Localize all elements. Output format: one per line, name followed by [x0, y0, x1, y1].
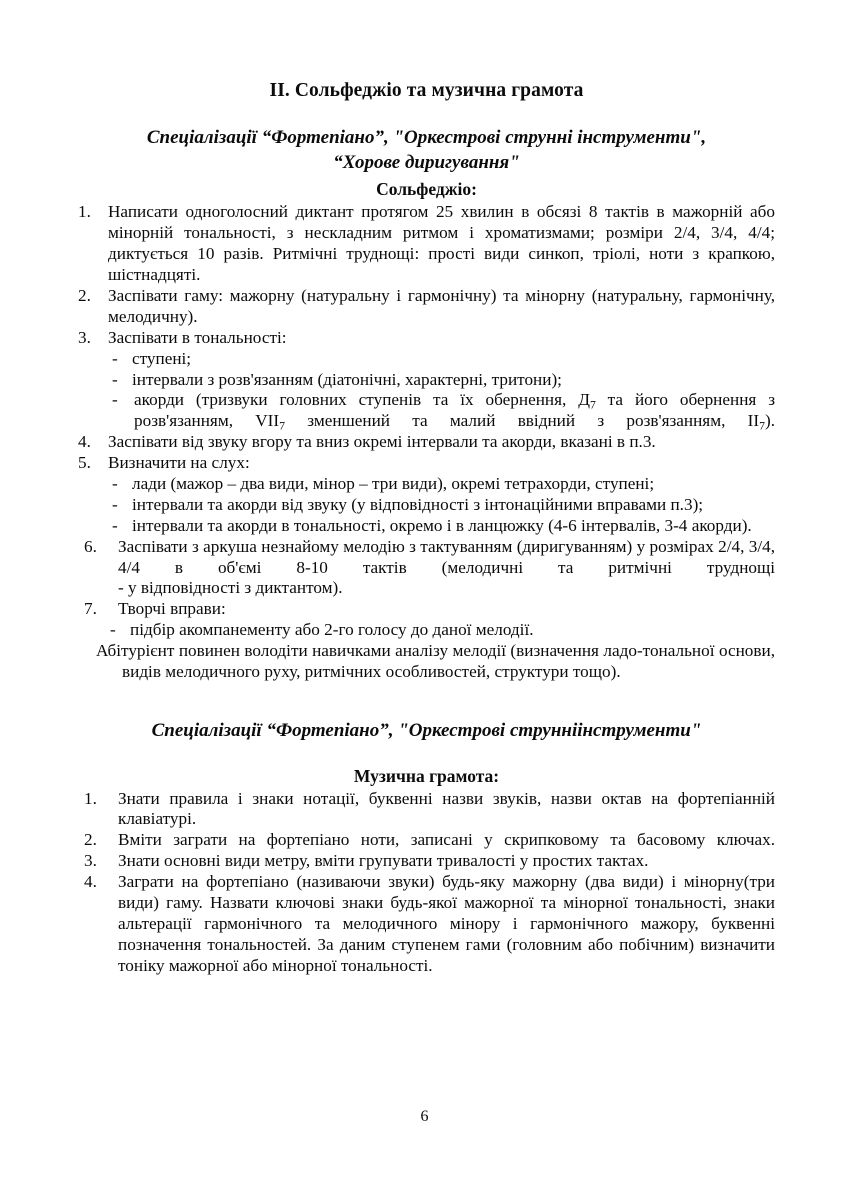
sub-list-item-text: лади (мажор – два види, мінор – три види), окремі тетрахорди, ступені;	[132, 473, 655, 493]
list-item-text: Творчі вправи:	[118, 599, 226, 619]
list-item-number: 3.	[78, 327, 91, 347]
list-item-number: 1.	[78, 202, 91, 222]
list-item-number: 7.	[84, 599, 97, 619]
list-item-text: Заспівати гаму: мажорну (натуральну і гармонічну) та мінорну (натуральну, гармонічну, мелодичну).	[108, 285, 775, 326]
sub-list-item	[78, 474, 775, 495]
list-item-text: Визначити на слух:	[108, 453, 250, 473]
list-item	[78, 789, 775, 831]
sub-list-item-dash: -	[112, 390, 118, 410]
section-2-specialization-heading: Спеціалізації “Фортепіано”, "Оркестрові струнніінструменти"	[151, 719, 702, 741]
sub-list-item	[78, 370, 775, 391]
sub-list-item-dash: -	[112, 348, 118, 368]
sub-list-item-dash: -	[112, 369, 118, 389]
chord-text-part-3: зменшений та малий ввідний з розв'язанням, II	[284, 411, 760, 431]
list-item	[78, 830, 775, 851]
page-title: II. Сольфеджіо та музична грамота	[269, 80, 584, 101]
list-item	[78, 328, 775, 349]
section-1-specialization-heading	[78, 126, 775, 175]
list-item	[78, 851, 775, 872]
chord-text-part-2: та його обернення з розв'язанням, VII	[134, 390, 776, 431]
list-item-number: 4.	[78, 432, 91, 452]
section-1-specialization-heading-line-2: “Хорове диригування"	[333, 151, 520, 173]
list-item-number: 3.	[84, 851, 97, 871]
list-item-number: 1.	[84, 788, 97, 808]
sub-list-item-dash: -	[112, 515, 118, 535]
list-item-number: 6.	[84, 536, 97, 556]
list-item-number: 4.	[84, 872, 97, 892]
list-item-text: Вміти заграти на фортепіано ноти, записані у скрипковому та басовому ключах.	[118, 830, 775, 850]
sub-list-item-text: ступені;	[132, 348, 192, 368]
sub-list-item	[78, 495, 775, 516]
sub-list-item	[78, 620, 775, 641]
section-2-subheading: Музична грамота:	[353, 765, 500, 786]
list-item-text: Заспівати в тональності:	[108, 327, 287, 347]
sub-list-item	[78, 516, 775, 537]
sub-list-item-text: інтервали з розв'язанням (діатонічні, характерні, тритони);	[132, 369, 562, 389]
list-item	[78, 202, 775, 286]
sub-list-item-text: інтервали та акорди від звуку (у відповідності з інтонаційними вправами п.3);	[132, 494, 704, 514]
sub-list-item-dash: -	[112, 473, 118, 493]
sub-list-item-chords	[78, 390, 775, 432]
list-item-text: Написати одноголосний диктант протягом 25 хвилин в обсязі 8 тактів в мажорній або мінорній тональності, з нескладним ритмом і хроматизмами; розміри 2/4, 3/4, 4/4; диктується 10 разів. Ритмічні труднощі: прості види синкоп, тріолі, ноти з крапкою, шістнадцяті.	[108, 202, 775, 285]
list-item	[78, 872, 775, 976]
chord-subscript-3: 7	[759, 419, 765, 433]
list-item	[78, 453, 775, 474]
music-theory-requirements-list	[78, 789, 775, 977]
list-item	[78, 432, 775, 453]
list-item-number: 2.	[84, 830, 97, 850]
list-item	[78, 286, 775, 328]
list-item-text: Знати основні види метру, вміти групувати тривалості у простих тактах.	[118, 851, 649, 871]
list-item-text: Заграти на фортепіано (називаючи звуки) будь-яку мажорну (два види) і мінорну(три види) гаму. Назвати ключові знаки будь-якої мажорної та мінорної тональності, знаки альтерації гармонічного та мелодичного мінору і гармонічного мажору, буквенні позначення тональностей. За даним ступенем гами (головним або побічним) визначити тоніку мажорної або мінорної тональності.	[118, 872, 775, 975]
list-item-text: Заспівати з аркуша незнайому мелодію з тактуванням (диригуванням) у розмірах 2/4, 3/4, 4/4 в об'ємі 8-10 тактів (мелодичні та ритмічні труднощі	[118, 536, 775, 577]
sub-list-item-dash: -	[112, 494, 118, 514]
solfeggio-requirements-list	[78, 202, 775, 641]
section-1-specialization-heading-line-1: Спеціалізації “Фортепіано”, "Оркестрові струнні інструменти",	[146, 127, 707, 148]
section-1-subheading: Сольфеджіо:	[376, 179, 477, 200]
sub-list-item-text: інтервали та акорди в тональності, окремо і в ланцюжку (4-6 інтервалів, 3-4 акорди).	[132, 515, 752, 535]
list-item-text: Заспівати від звуку вгору та вниз окремі інтервали та акорди, вказані в п.3.	[108, 432, 656, 452]
list-item	[78, 537, 775, 579]
chord-text-part-4: ).	[764, 411, 775, 431]
list-item-number: 2.	[78, 285, 91, 305]
list-item	[78, 599, 775, 620]
list-item-continuation-text: - у відповідності з диктантом).	[118, 578, 343, 598]
list-item-text: Знати правила і знаки нотації, буквенні назви звуків, назви октав на фортепіанній клавіатурі.	[118, 788, 775, 829]
section-1-closing-paragraph: Абітурієнт повинен володіти навичками аналізу мелодії (визначення ладо-тональної основи, видів мелодичного руху, ритмічних особливостей, структури тощо).	[96, 641, 775, 681]
chord-subscript-1: 7	[589, 398, 596, 412]
list-item-number: 5.	[78, 453, 91, 473]
sub-list-item-dash: -	[110, 620, 116, 640]
page-number: 6	[420, 1108, 429, 1125]
sub-list-item	[78, 349, 775, 370]
chord-text-part-1: акорди (тризвуки головних ступенів та їх обернення, Д	[134, 390, 590, 410]
sub-list-item-text: підбір акомпанементу або 2-го голосу до даної мелодії.	[130, 620, 534, 640]
chord-subscript-2: 7	[279, 419, 285, 433]
list-item-continuation	[78, 578, 775, 599]
